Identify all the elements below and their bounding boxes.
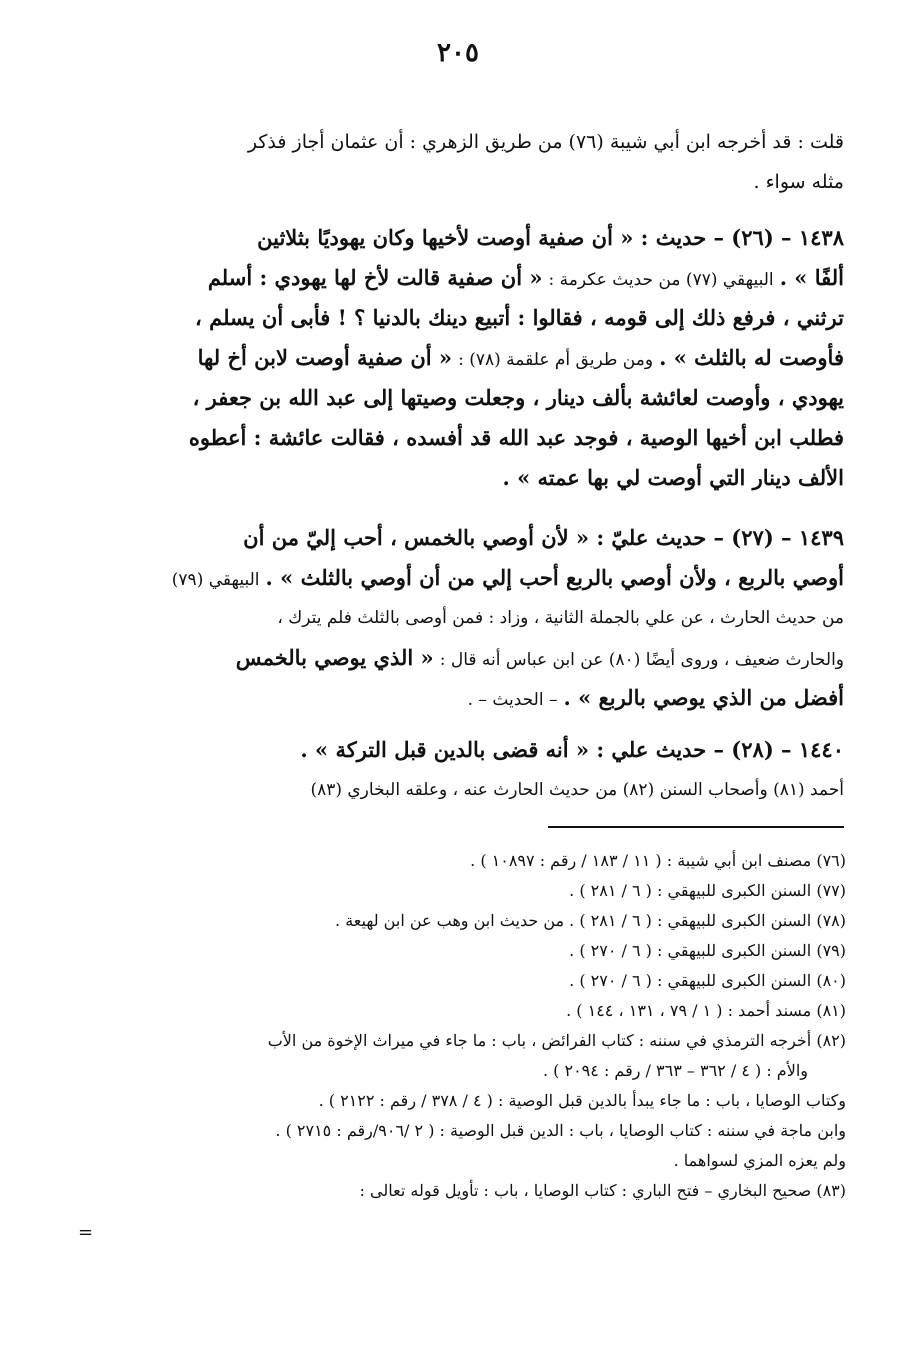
hadith-line xyxy=(88,258,844,298)
quote-text: « أن صفية قالت لأخ لها يهودي : أسلم xyxy=(207,265,543,290)
quote-text: فأوصت له بالثلث » . xyxy=(659,345,844,370)
footnote-81: (٨١) مسند أحمد : ( ١ / ٧٩ ، ١٣١ ، ١٤٤ ) . xyxy=(566,1001,846,1020)
quote-line: الألف دينار التي أوصت لي بها عمته » . xyxy=(502,465,844,490)
hadith-heading: ١٤٤٠ – (٢٨) – حديث علي : « أنه قضى بالدين قبل التركة » . xyxy=(300,737,844,762)
hadith-1438 xyxy=(88,218,844,498)
source-text: والحارث ضعيف ، وروى أيضًا (٨٠) عن ابن عباس أنه قال : xyxy=(439,650,844,670)
quote-text: ألفًا » . xyxy=(779,265,844,290)
source-text: – الحديث – . xyxy=(467,690,558,710)
quote-text: « أن صفية أوصت لابن أخ لها xyxy=(197,345,453,370)
footnote-divider xyxy=(548,826,844,828)
footnote-82-cont: والأم : ( ٤ / ٣٦٢ – ٣٦٣ / رقم : ٢٠٩٤ ) . xyxy=(542,1061,808,1080)
hadith-line xyxy=(88,638,844,678)
footnote-79: (٧٩) السنن الكبرى للبيهقي : ( ٦ / ٢٧٠ ) . xyxy=(569,941,846,960)
page-number: ٢٠٥ xyxy=(437,38,479,68)
footnotes xyxy=(60,846,846,1206)
continuation-mark: = xyxy=(78,1222,94,1243)
para-line: قلت : قد أخرجه ابن أبي شيبة (٧٦) من طريق الزهري : أن عثمان أجاز فذكر xyxy=(247,131,844,153)
hadith-line xyxy=(88,338,844,378)
source-text: ومن طريق أم علقمة (٧٨) : xyxy=(458,350,654,370)
source-line: أحمد (٨١) وأصحاب السنن (٨٢) من حديث الحارث عنه ، وعلقه البخاري (٨٣) xyxy=(310,780,844,800)
footnote-82-cont: ولم يعزه المزي لسواهما . xyxy=(673,1151,846,1170)
hadith-line xyxy=(88,558,844,598)
footnote-82-cont: وكتاب الوصايا ، باب : ما جاء يبدأ بالدين قبل الوصية : ( ٤ / ٣٧٨ / رقم : ٢١٢٢ ) . xyxy=(318,1091,846,1110)
source-line: من حديث الحارث ، عن علي بالجملة الثانية ، وزاد : فمن أوصى بالثلث فلم يترك ، xyxy=(277,608,844,628)
hadith-1440 xyxy=(88,730,844,810)
quote-text: أفضل من الذي يوصي بالربع » . xyxy=(563,685,844,710)
footnote-77: (٧٧) السنن الكبرى للبيهقي : ( ٦ / ٢٨١ ) . xyxy=(569,881,846,900)
hadith-1439 xyxy=(88,518,844,718)
footnote-78: (٧٨) السنن الكبرى للبيهقي : ( ٦ / ٢٨١ ) . من حديث ابن وهب عن ابن لهيعة . xyxy=(335,911,846,930)
quote-text: أوصي بالربع ، ولأن أوصي بالربع أحب إلي من أن أوصي بالثلث » . xyxy=(265,565,844,590)
footnote-82: (٨٢) أخرجه الترمذي في سننه : كتاب الفرائض ، باب : ما جاء في ميراث الإخوة من الأب xyxy=(267,1031,846,1050)
footnote-76: (٧٦) مصنف ابن أبي شيبة : ( ١١ / ١٨٣ / رقم : ١٠٨٩٧ ) . xyxy=(470,851,846,870)
quote-text: « الذي يوصي بالخمس xyxy=(235,645,434,670)
para-line: مثله سواء . xyxy=(753,171,844,193)
main-text xyxy=(88,122,844,202)
quote-line: يهودي ، وأوصت لعائشة بألف دينار ، وجعلت وصيتها إلى عبد الله بن جعفر ، xyxy=(192,385,844,410)
quote-line: ترثني ، فرفع ذلك إلى قومه ، فقالوا : أتبيع دينك بالدنيا ؟ ! فأبى أن يسلم ، xyxy=(195,305,844,330)
footnote-80: (٨٠) السنن الكبرى للبيهقي : ( ٦ / ٢٧٠ ) . xyxy=(569,971,846,990)
hadith-heading: ١٤٣٩ – (٢٧) – حديث عليّ : « لأن أوصي بالخمس ، أحب إليّ من أن xyxy=(243,525,844,550)
quote-line: فطلب ابن أخيها الوصية ، فوجد عبد الله قد أفسده ، فقالت عائشة : أعطوه xyxy=(188,425,844,450)
hadith-heading: ١٤٣٨ – (٢٦) – حديث : « أن صفية أوصت لأخيها وكان يهوديًا بثلاثين xyxy=(257,225,844,250)
hadith-line xyxy=(88,678,844,718)
footnote-82-cont: وابن ماجة في سننه : كتاب الوصايا ، باب : الدين قبل الوصية : ( ٢ /٩٠٦/رقم : ٢٧١٥ ) . xyxy=(275,1121,846,1140)
source-text: البيهقي (٧٩) xyxy=(171,570,260,590)
source-text: البيهقي (٧٧) من حديث عكرمة : xyxy=(548,270,774,290)
footnote-83: (٨٣) صحيح البخاري – فتح الباري : كتاب الوصايا ، باب : تأويل قوله تعالى : xyxy=(359,1181,846,1200)
